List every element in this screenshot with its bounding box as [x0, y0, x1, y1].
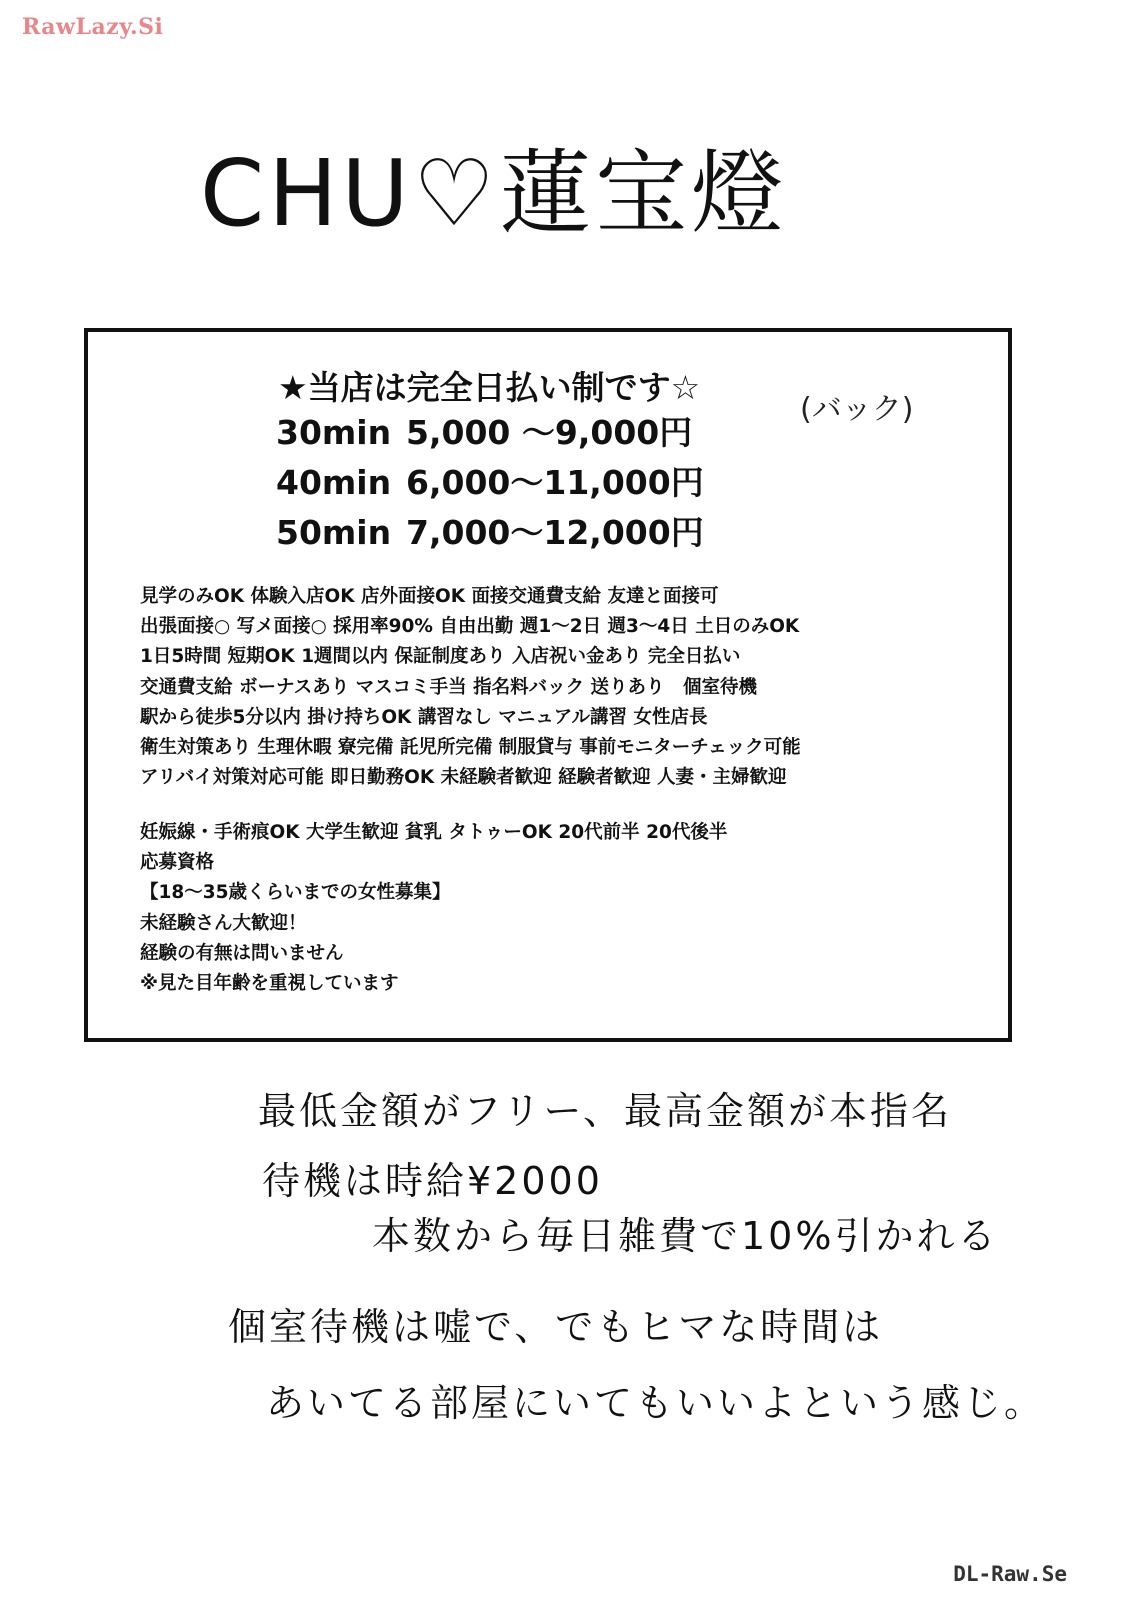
feature-line: 見学のみOK 体験入店OK 店外面接OK 面接交通費支給 友達と面接可	[140, 586, 719, 607]
price-range: 7,000～12,000円	[406, 513, 704, 552]
notice-heading: ★当店は完全日払い制です☆	[278, 368, 701, 407]
requirement-line: 未経験さん大歓迎！	[140, 912, 307, 934]
requirement-line: 妊娠線・手術痕OK 大学生歓迎 貧乳 タトゥーOK 20代前半 20代後半	[140, 822, 728, 843]
requirements-list	[140, 818, 727, 999]
handwritten-note: あいてる部屋にいてもいいよという感じ。	[266, 1381, 1046, 1425]
price-list	[276, 408, 704, 558]
price-duration: 30min	[276, 413, 392, 452]
feature-line: 交通費支給 ボーナスあり マスコミ手当 指名料バック 送りあり 個室待機	[140, 676, 758, 698]
feature-line: 衛生対策あり 生理休暇 寮完備 託児所完備 制服貸与 事前モニターチェック可能	[140, 737, 801, 759]
price-duration: 50min	[276, 513, 392, 552]
handwritten-note: 個室待機は嘘で、でもヒマな時間は	[228, 1305, 884, 1349]
page-title: CHU♡蓮宝燈	[200, 140, 788, 247]
back-note: (バック)	[800, 392, 914, 427]
feature-line: アリバイ対策対応可能 即日勤務OK 未経験者歓迎 経験者歓迎 人妻・主婦歓迎	[140, 767, 787, 789]
feature-line: 出張面接○ 写メ面接○ 採用率90% 自由出勤 週1～2日 週3～4日 土日のみOK	[140, 616, 800, 638]
feature-line: 駅から徒歩5分以内 掛け持ちOK 講習なし マニュアル講習 女性店長	[140, 706, 708, 728]
handwritten-note: 最低金額がフリー、最高金額が本指名	[258, 1089, 952, 1133]
price-range: 5,000 ～9,000円	[406, 413, 693, 452]
price-row	[276, 458, 704, 508]
requirement-line: 【18～35歳くらいまでの女性募集】	[140, 882, 451, 904]
feature-line: 1日5時間 短期OK 1週間以内 保証制度あり 入店祝い金あり 完全日払い	[140, 646, 741, 668]
watermark-bottom: DL-Raw.Se	[953, 1562, 1067, 1586]
feature-list	[140, 582, 801, 793]
requirement-line: 経験の有無は問いません	[140, 942, 344, 964]
price-range: 6,000～11,000円	[406, 463, 704, 502]
requirement-line: 応募資格	[140, 852, 215, 874]
requirement-line: ※見た目年齢を重視しています	[140, 973, 399, 995]
price-duration: 40min	[276, 463, 392, 502]
price-row	[276, 408, 704, 458]
handwritten-note: 待機は時給¥2000	[262, 1159, 603, 1203]
watermark-top: RawLazy.Si	[22, 14, 164, 40]
notice-box	[84, 328, 1012, 1042]
price-row	[276, 508, 704, 558]
handwritten-note: 本数から毎日雑費で10%引かれる	[372, 1214, 999, 1258]
